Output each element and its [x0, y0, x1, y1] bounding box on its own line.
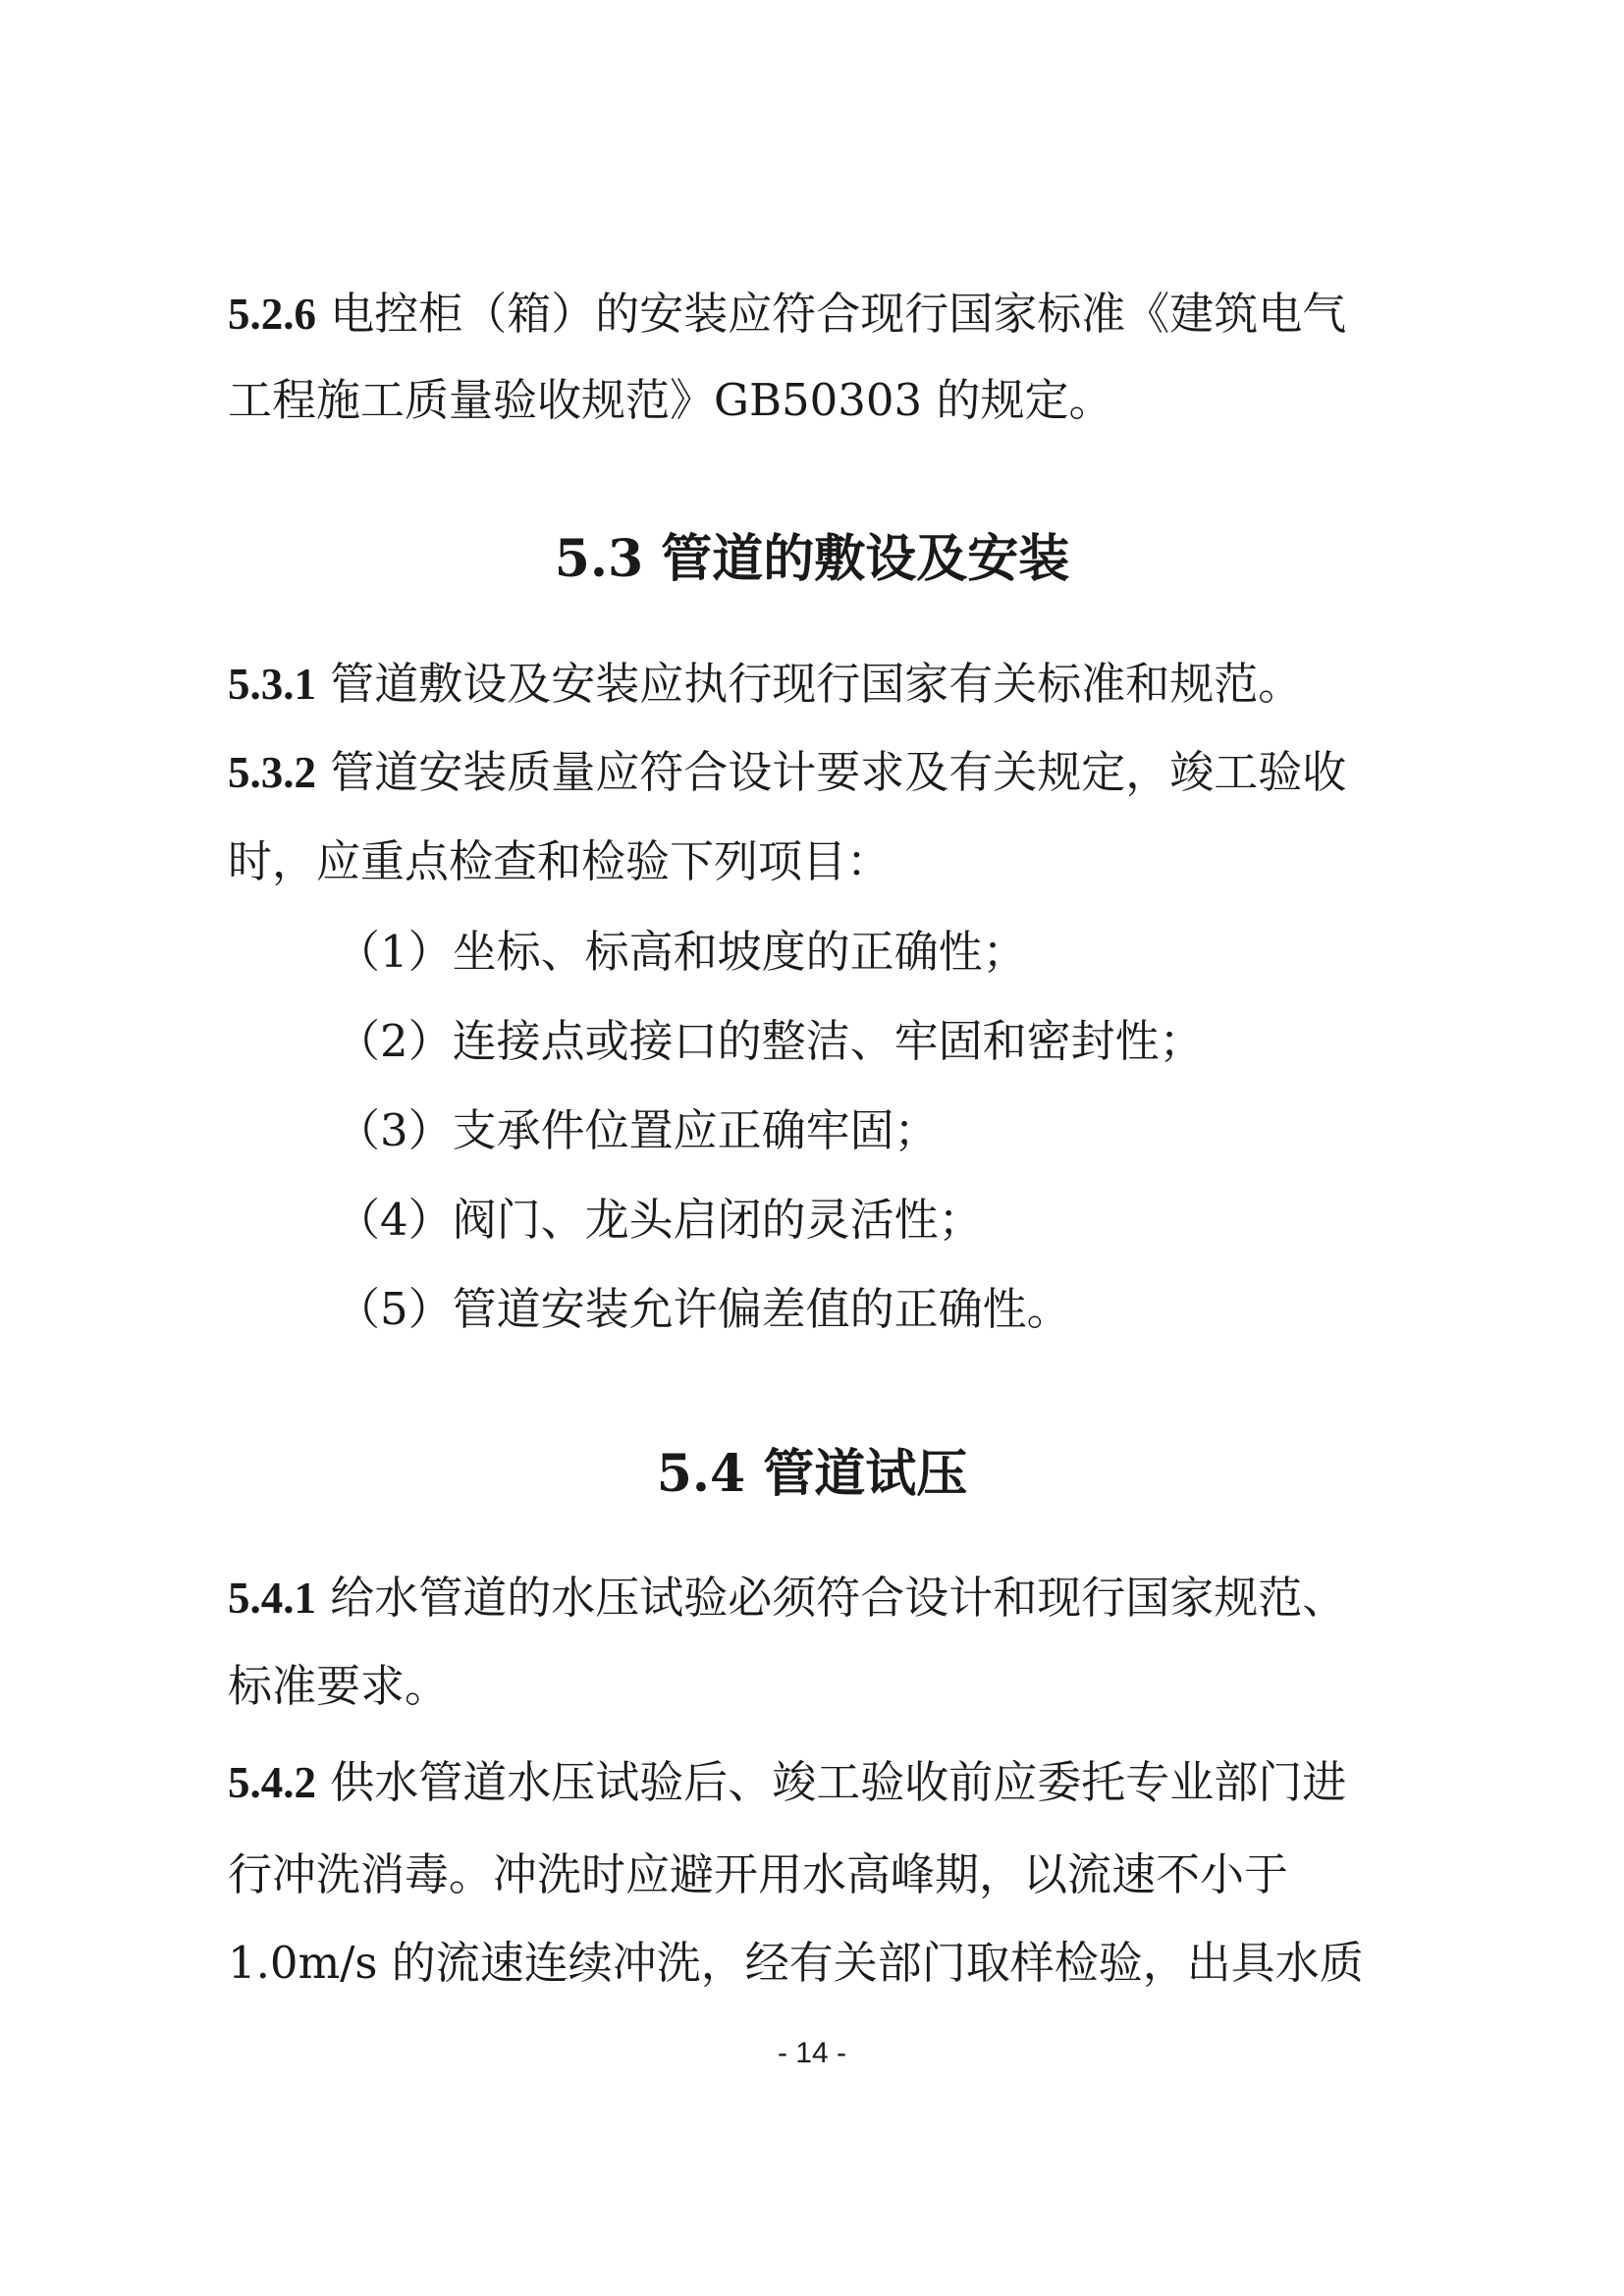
list-item: （4）阀门、龙头启闭的灵活性； — [336, 1194, 983, 1246]
clause-5-3-2-line-1 — [228, 743, 1346, 802]
clause-number: 5.2.6 — [228, 290, 316, 339]
clause-number: 5.3.1 — [228, 660, 316, 709]
clause-number: 5.4.2 — [228, 1758, 316, 1807]
clause-5-4-2-line-1 — [228, 1753, 1346, 1812]
clause-5-3-2-line-2: 时，应重点检查和检验下列项目： — [228, 835, 892, 887]
clause-text: 电控柜（箱）的安装应符合现行国家标准《建筑电气 — [316, 288, 1347, 340]
list-item: （5）管道安装允许偏差值的正确性。 — [336, 1283, 1071, 1335]
clause-text: 给水管道的水压试验必须符合设计和现行国家规范、 — [316, 1572, 1347, 1624]
clause-5-2-6-line-1 — [228, 285, 1346, 344]
clause-5-4-1-line-1 — [228, 1569, 1346, 1628]
clause-5-4-2-line-2: 行冲洗消毒。冲洗时应避开用水高峰期，以流速不小于 — [228, 1848, 1289, 1900]
clause-5-4-1-line-2: 标准要求。 — [228, 1660, 450, 1712]
section-heading-5-3: 5.3 管道的敷设及安装 — [554, 529, 1070, 589]
page-number: - 14 - — [777, 2037, 847, 2069]
list-item: （3）支承件位置应正确牢固； — [336, 1104, 939, 1156]
clause-text: 供水管道水压试验后、竣工验收前应委托专业部门进 — [316, 1756, 1347, 1808]
clause-text: 管道敷设及安装应执行现行国家有关标准和规范。 — [316, 658, 1303, 710]
section-heading-5-4: 5.4 管道试压 — [656, 1444, 968, 1504]
clause-5-3-1-line-1 — [228, 655, 1302, 714]
clause-number: 5.4.1 — [228, 1574, 316, 1623]
clause-5-2-6-line-2: 工程施工质量验收规范》GB50303 的规定。 — [228, 374, 1113, 426]
clause-text: 管道安装质量应符合设计要求及有关规定，竣工验收 — [316, 746, 1347, 798]
clause-5-4-2-line-3: 1.0m/s 的流速连续冲洗，经有关部门取样检验，出具水质 — [228, 1937, 1364, 1989]
list-item: （1）坐标、标高和坡度的正确性； — [336, 926, 1027, 978]
clause-number: 5.3.2 — [228, 748, 316, 797]
list-item: （2）连接点或接口的整洁、牢固和密封性； — [336, 1015, 1204, 1067]
